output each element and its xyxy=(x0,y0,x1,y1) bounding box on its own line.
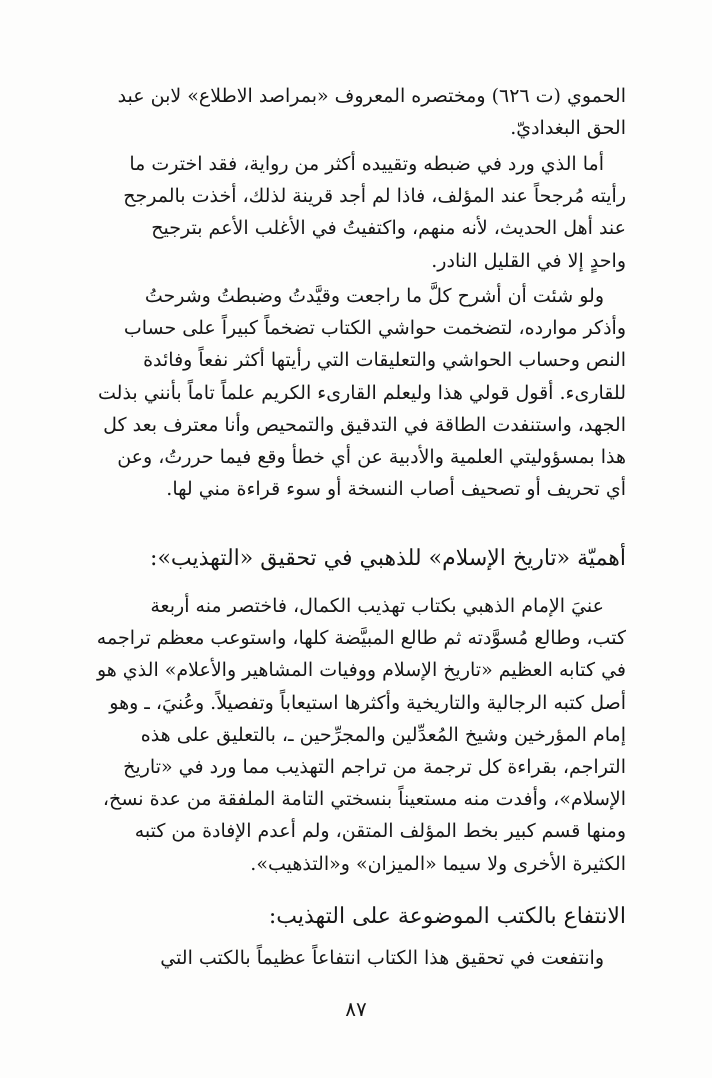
text-line: هذا بمسؤوليتي العلمية والأدبية عن أي خطأ وقع فيما حررتُ، وعن xyxy=(117,446,626,469)
paragraph-continuation xyxy=(92,80,626,144)
paragraph-dhahabi xyxy=(92,590,626,880)
text-line: في كتابه العظيم «تاريخ الإسلام ووفيات المشاهير والأعلام» الذي هو xyxy=(96,659,626,682)
text-line: عند أهل الحديث، لأنه منهم، واكتفيتُ في الأغلب الأعم بترجيح xyxy=(151,217,626,240)
text-line: واحدٍ إلا في القليل النادر. xyxy=(431,249,626,272)
text-line: وانتفعت في تحقيق هذا الكتاب انتفاعاً عظيماً بالكتب التي xyxy=(160,947,604,969)
text-line: الحق البغداديّ. xyxy=(510,117,626,140)
text-line: الإسلام»، وأفدت منه مستعيناً بنسختي التامة الملفقة من عدة نسخ، xyxy=(102,788,626,811)
text-line: ومنها قسم كبير بخط المؤلف المتقن، ولم أعدم الإفادة من كتبه xyxy=(134,820,626,843)
paragraph-variant-readings xyxy=(92,148,626,277)
text-line: الحموي (ت ٦٢٦) ومختصره المعروف «بمراصد الاطلاع» لابن عبد xyxy=(117,85,626,107)
text-line: للقارىء. أقول قولي هذا وليعلم القارىء الكريم علماً تاماً بأنني بذلت xyxy=(98,381,626,404)
text-line: أما الذي ورد في ضبطه وتقييده أكثر من رواية، فقد اخترت ما xyxy=(129,153,604,175)
paragraph-annotations xyxy=(92,280,626,505)
section-heading-importance: أهميّة «تاريخ الإسلام» للذهبي في تحقيق «التهذيب»: xyxy=(150,546,626,571)
text-line: وأذكر موارده، لتضخمت حواشي الكتاب تضخماً كبيراً على حساب xyxy=(123,317,626,340)
section-heading-benefit: الانتفاع بالكتب الموضوعة على التهذيب: xyxy=(268,904,626,929)
text-line: عنيَ الإمام الذهبي بكتاب تهذيب الكمال، فاختصر منه أربعة xyxy=(150,595,604,617)
text-line: كتب، وطالع مُسوَّدته ثم طالع المبيَّضة كلها، واستوعب معظم تراجمه xyxy=(96,627,626,650)
text-line: النص وحساب الحواشي والتعليقات التي رأيتها أكثر نفعاً وفائدة xyxy=(143,349,626,372)
page-number: ٨٧ xyxy=(345,997,367,1021)
text-line: أي تحريف أو تصحيف أصاب النسخة أو سوء قراءة مني لها. xyxy=(166,478,626,501)
text-line: أصل كتبه الرجالية والتاريخية وأكثرها استيعاباً وتفصيلاً. وعُنيَ، ـ وهو xyxy=(109,691,626,714)
paragraph-benefit xyxy=(92,942,626,974)
text-line: الجهد، واستنفدت الطاقة في التدقيق والتمحيص وأنا معترف بعد كل xyxy=(103,413,626,436)
text-line: الكثيرة الأخرى ولا سيما «الميزان» و«التذهيب». xyxy=(250,852,626,875)
text-line: إمام المؤرخين وشيخ المُعدِّلين والمجرِّحين ـ، بالتعليق على هذه xyxy=(140,723,626,746)
text-line: رأيته مُرجحاً عند المؤلف، فاذا لم أجد قرينة لذلك، أخذت بالمرجح xyxy=(123,185,626,208)
text-line: التراجم، بقراءة كل ترجمة من تراجم التهذيب مما ورد في «تاريخ xyxy=(123,756,626,779)
text-line: ولو شئت أن أشرح كلَّ ما راجعت وقيَّدتُ وضبطتُ وشرحتُ xyxy=(144,285,604,307)
